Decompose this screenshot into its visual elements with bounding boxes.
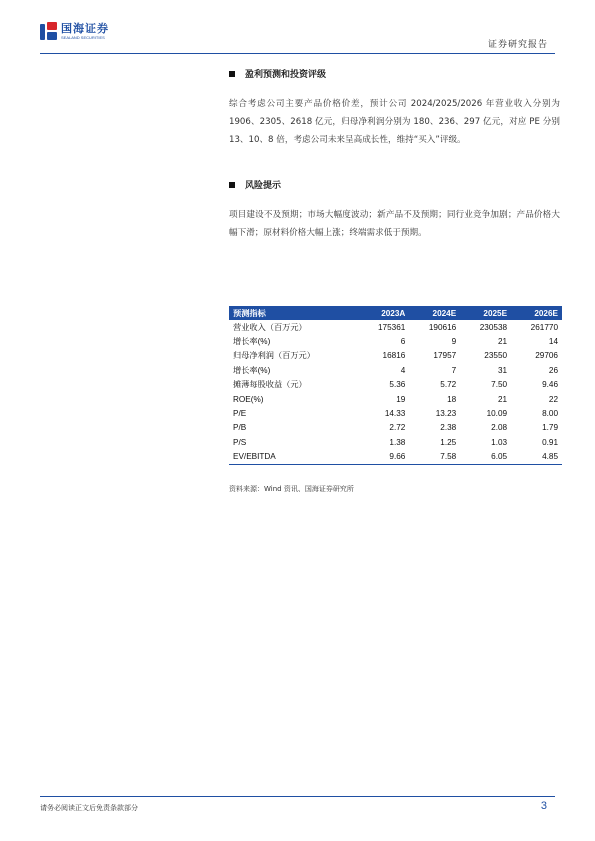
table-cell: P/E: [233, 409, 247, 419]
table-cell: 摊薄每股收益（元）: [233, 380, 307, 390]
footer-disclaimer: 请务必阅读正文后免责条款部分: [40, 804, 138, 812]
table-cell: 4: [400, 365, 406, 375]
table-header-cell: 2025E: [460, 306, 511, 320]
bullet-square-icon: [229, 182, 235, 188]
table-cell: 9.46: [542, 380, 558, 390]
bullet-square-icon: [229, 71, 235, 77]
logo-icon: [40, 22, 58, 40]
section-title-text: 风险提示: [245, 181, 282, 191]
table-cell: 10.09: [486, 409, 508, 419]
section-title-risk: [229, 178, 281, 191]
section-paragraph-risk: 项目建设不及预期；市场大幅度波动；新产品不及预期；同行业竞争加剧；产品价格大幅下滑；原材料价格大幅上涨；终端需求低于预期。: [229, 210, 560, 238]
table-cell: 21: [497, 394, 508, 404]
table-cell: 21: [497, 337, 508, 347]
table-cell: P/B: [233, 423, 247, 433]
table-cell: 16816: [382, 351, 406, 361]
table-cell: 9.66: [358, 450, 409, 465]
table-cell: 增长率(%): [233, 337, 271, 347]
table-cell: 19: [396, 394, 406, 404]
table-header-cell: 2024E: [409, 306, 460, 320]
table-cell: 175361: [378, 322, 406, 332]
table-cell: 261770: [530, 322, 558, 332]
table-cell: 7.58: [409, 450, 460, 465]
table-cell: 2.72: [389, 423, 406, 433]
section-title-text: 盈利预测和投资评级: [245, 70, 327, 80]
table-cell: 营业收入（百万元）: [233, 322, 307, 332]
table-cell: 14.33: [384, 409, 406, 419]
table-cell: 1.03: [491, 437, 508, 447]
table-cell: 1.79: [542, 423, 558, 433]
company-logo: [40, 22, 109, 40]
table-cell: 22: [548, 394, 558, 404]
table-cell: 6.05: [460, 450, 511, 465]
table-cell: 5.72: [440, 380, 457, 390]
table-cell: 1.25: [440, 437, 457, 447]
table-cell: 14: [548, 337, 558, 347]
table-header-cell: 预测指标: [229, 306, 358, 320]
page-header: [0, 0, 595, 56]
table-cell: 17957: [433, 351, 457, 361]
report-type: 证券研究报告: [487, 40, 548, 50]
table-cell: 5.36: [389, 380, 406, 390]
table-cell: ROE(%): [233, 394, 264, 404]
table-cell: 18: [447, 394, 457, 404]
table-row: [229, 406, 562, 420]
section-paragraph-forecast: 综合考虑公司主要产品价格价差，预计公司 2024/2025/2026 年营业收入分别为 1906、2305、2618 亿元，归母净利润分别为 180、236、297 亿元，对应 PE 分别 13、10、8 倍，考虑公司未来呈高成长性，维持“买入”评级。: [229, 99, 560, 145]
table-cell: 2.08: [491, 423, 508, 433]
table-cell: 4.85: [511, 450, 562, 465]
table-cell: 2.38: [440, 423, 457, 433]
table-cell: 13.23: [435, 409, 457, 419]
table-cell: 26: [548, 365, 558, 375]
table-header-cell: 2023A: [358, 306, 409, 320]
table-row: [229, 320, 562, 334]
table-cell: 23550: [484, 351, 508, 361]
table-cell: 7.50: [491, 380, 508, 390]
table-header-row: [229, 306, 562, 320]
forecast-table: [229, 306, 562, 465]
section-title-forecast: [229, 67, 326, 80]
logo-en-text: SEALAND SECURITIES: [61, 34, 105, 40]
table-source-note: 资料来源：Wind 资讯、国海证券研究所: [229, 485, 354, 493]
logo-cn-text: 国海证券: [61, 21, 109, 35]
header-divider: [40, 53, 555, 54]
table-cell: 8.00: [542, 409, 558, 419]
table-cell: P/S: [233, 437, 247, 447]
table-row: [229, 378, 562, 392]
table-cell: 9: [451, 337, 457, 347]
table-cell: 190616: [428, 322, 457, 332]
table-cell: 7: [451, 365, 457, 375]
table-cell: 31: [497, 365, 508, 375]
table-header-cell: 2026E: [511, 306, 562, 320]
table-cell: 增长率(%): [233, 365, 271, 375]
table-cell: 归母净利润（百万元）: [233, 351, 315, 361]
table-row: [229, 334, 562, 348]
table-cell: 1.38: [389, 437, 406, 447]
table-row: [229, 392, 562, 406]
table-cell: 230538: [479, 322, 508, 332]
table-cell: 0.91: [542, 437, 558, 447]
table-cell: EV/EBITDA: [229, 450, 358, 465]
table-cell: 6: [400, 337, 406, 347]
table-row: [229, 349, 562, 363]
table-row: [229, 435, 562, 449]
table-row: [229, 450, 562, 465]
table-row: [229, 363, 562, 377]
footer-divider: [40, 796, 555, 797]
page-number: 3: [540, 800, 547, 812]
table-cell: 29706: [535, 351, 558, 361]
table-row: [229, 421, 562, 435]
